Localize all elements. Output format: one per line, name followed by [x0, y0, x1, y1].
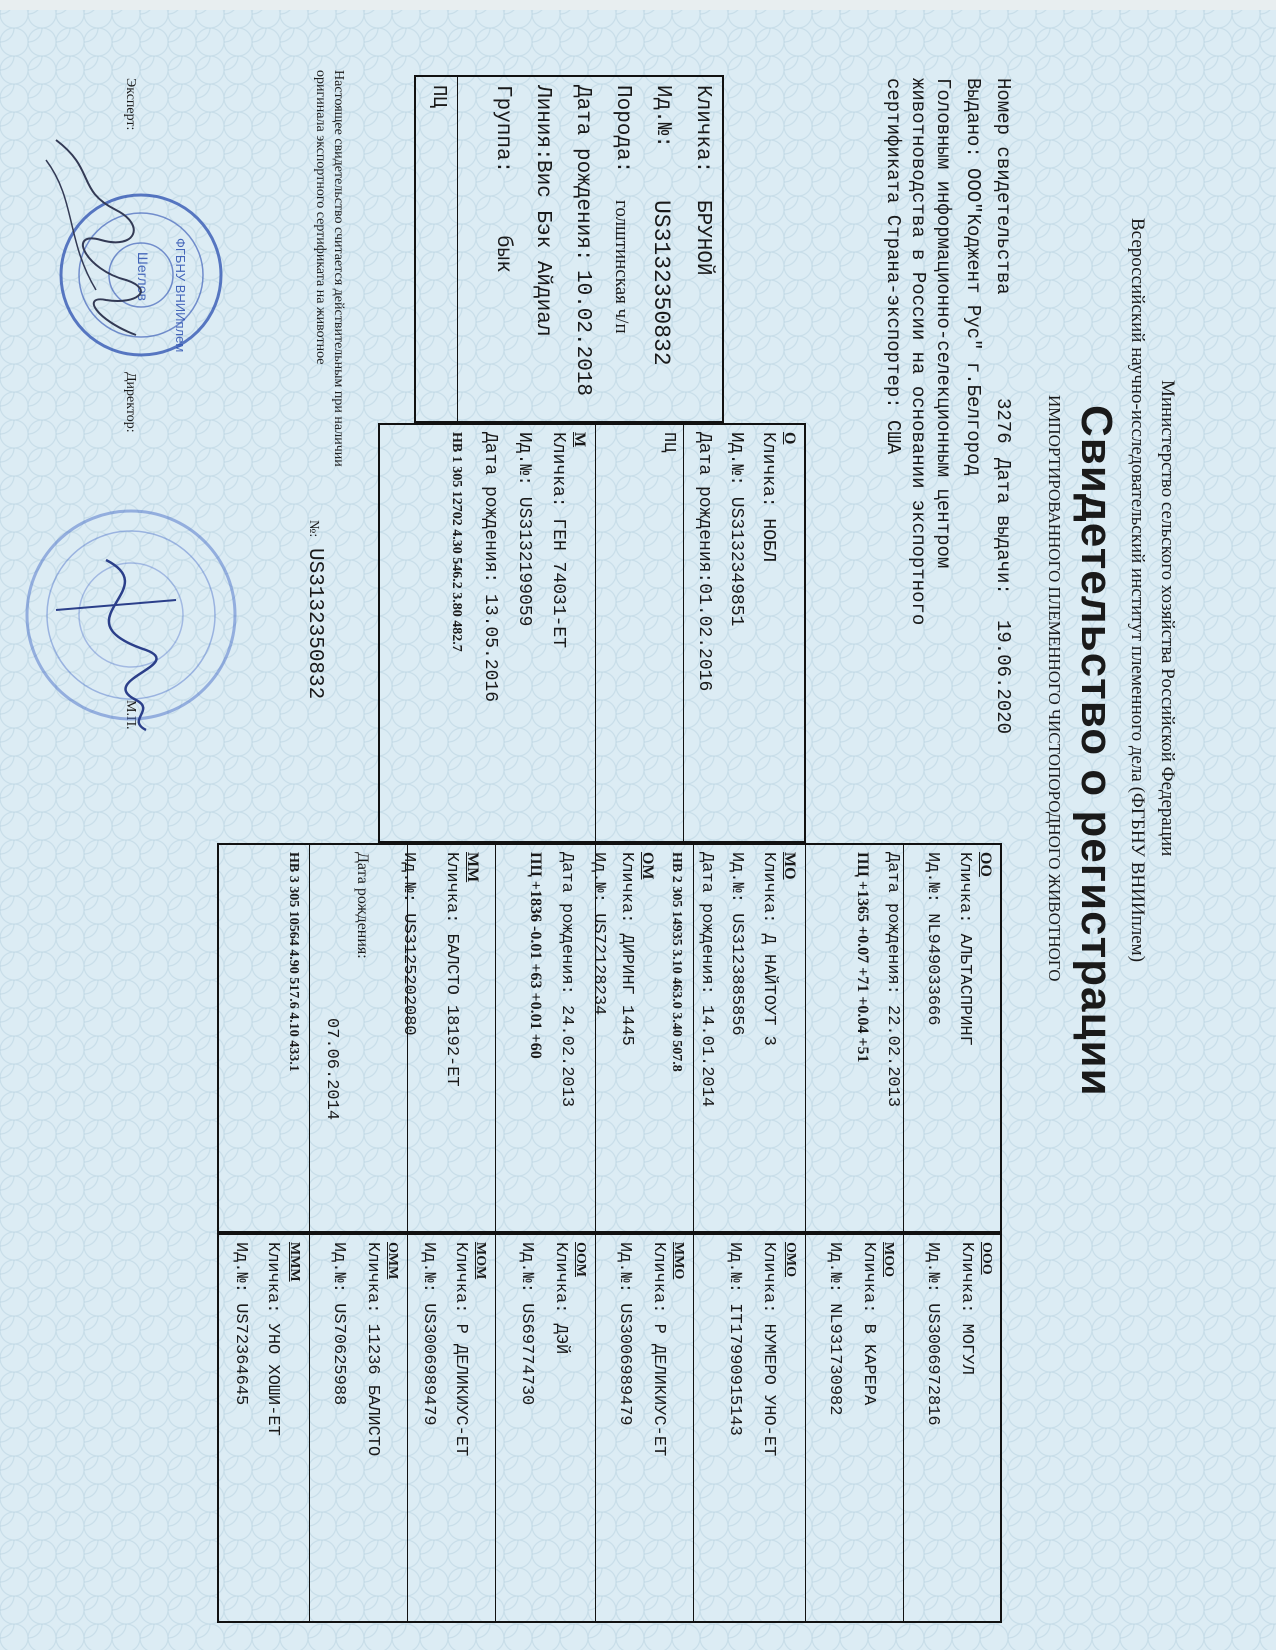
mmm-id: Ид.№: US72364645	[231, 1242, 250, 1406]
oo-pc: ПЦ +1365 +0.07 +71 +0.04 +51	[854, 852, 871, 1063]
father-pc: ПЦ	[659, 432, 678, 453]
omm-name: Кличка: 11236 БАЛИСТО	[363, 1242, 382, 1457]
validity-note-line-1: Настоящее свидетельство считается действительным при наличии	[331, 70, 346, 467]
mm-id: Ид.№: US3125202080	[399, 852, 418, 1036]
mother-code: М	[571, 432, 588, 448]
father-id: Ид.№: US3132349851	[726, 432, 746, 627]
oom-code: ООМ	[573, 1242, 588, 1277]
mother-hb: НВ 1 305 12702 4.30 546.2 3.80 482.7	[449, 432, 464, 652]
divider	[309, 1233, 310, 1623]
mm-name: Кличка: БАЛСТО 18192-ЕТ	[442, 852, 461, 1087]
page-subtitle: ИМПОРТИРОВАННОГО ПЛЕМЕННОГО ЧИСТОПОРОДНОГО ЖИВОТНОГО	[1045, 395, 1064, 982]
mm-code: ММ	[464, 852, 481, 883]
divider	[495, 843, 496, 1233]
mo-name: Кличка: Д НАЙТОУТ 3	[759, 852, 778, 1046]
om-name: Кличка: ДИРИНГ 1445	[617, 852, 636, 1046]
moo-name: Кличка: В КАРЕРА	[859, 1242, 878, 1406]
oo-birth: Дата рождения: 22.02.2013	[883, 852, 902, 1108]
moo-code: МОО	[881, 1242, 896, 1277]
father-code: О	[781, 432, 798, 445]
basis-line-2: животноводства в России на основании экспортного	[907, 78, 929, 626]
director-signature	[36, 540, 206, 740]
omm-code: ОММ	[385, 1242, 400, 1280]
mother-name: Кличка: ГЕН 74031-ЕТ	[548, 432, 568, 649]
animal-line: Вис Бэк Айдиал	[531, 160, 554, 337]
certificate-number-label: Номер свидетельства	[992, 78, 1014, 295]
divider	[805, 843, 806, 1233]
mo-id: Ид.№: US3123885856	[727, 852, 746, 1036]
divider	[693, 843, 694, 1233]
issue-date-label: Дата выдачи:	[992, 458, 1014, 595]
mm-hb: НВ 3 305 10564 4.90 517.6 4.10 433.1	[286, 852, 301, 1072]
validity-note-number: US3132350832	[303, 548, 326, 700]
divider	[495, 1233, 496, 1623]
oo-id: Ид.№: NL949033666	[923, 852, 942, 1026]
animal-group-label: Группа:	[491, 85, 514, 174]
om-id: Ид.№: US72128234	[589, 852, 608, 1016]
omo-name: Кличка: НУМЕРО УНО-ЕТ	[759, 1242, 778, 1457]
oo-name: Кличка: АЛЬТАСПРИНГ	[955, 852, 974, 1046]
divider	[683, 423, 684, 843]
om-birth: Дата рождения: 24.02.2013	[557, 852, 576, 1108]
divider	[309, 843, 310, 1233]
oo-code: ОО	[977, 852, 994, 877]
om-pc: ПЦ +1836 -0.01 +63 +0.01 +60	[527, 852, 544, 1059]
animal-breed: голштинская ч/п	[611, 200, 632, 334]
omm-id: Ид.№: US70625988	[329, 1242, 348, 1406]
mmm-code: МММ	[287, 1242, 302, 1282]
mom-code: МОМ	[473, 1242, 488, 1280]
divider	[407, 1233, 408, 1623]
mo-birth: Дата рождения: 14.01.2014	[697, 852, 716, 1108]
animal-birth-label: Дата рождения:	[571, 85, 594, 262]
expert-label: Эксперт:	[123, 78, 138, 131]
animal-pc: ПЦ	[428, 85, 450, 108]
stamp-1-text: ФГБНУ ВНИИплем	[173, 238, 188, 353]
certificate-number: 3276	[992, 398, 1014, 444]
mmo-code: ММО	[671, 1242, 686, 1280]
ooo-code: ООО	[979, 1242, 994, 1275]
mother-id: Ид.№: US3132199059	[514, 432, 534, 627]
expert-signature	[26, 130, 196, 353]
issued-label: Выдано:	[962, 78, 984, 158]
divider	[805, 1233, 806, 1623]
page-title: Свидетельство о регистрации	[1072, 405, 1121, 1097]
mmo-name: Кличка: Р ДЕЛИКИУС-ЕТ	[649, 1242, 668, 1457]
animal-id-label: Ид.№:	[651, 85, 674, 149]
animal-breed-label: Порода:	[611, 85, 634, 174]
omo-id: Ид.№: IT17990915143	[725, 1242, 744, 1436]
mom-id: Ид.№: US3006989479	[419, 1242, 438, 1426]
basis-line-1: Головным информационно-селекционным центром	[932, 78, 954, 569]
animal-name-label: Кличка:	[691, 85, 714, 174]
animal-line-label: Линия:	[531, 85, 554, 161]
divider	[693, 1233, 694, 1623]
mm-birth-value: 07.06.2014	[322, 1018, 341, 1121]
father-name: Кличка: НОБЛ	[758, 432, 778, 562]
issue-date: 19.06.2020	[992, 620, 1014, 735]
animal-birth: 10.02.2018	[571, 270, 594, 397]
mo-hb: НВ 2 305 14935 3.10 463.0 3.40 507.8	[669, 852, 684, 1072]
mp-label: М.П.	[123, 700, 138, 730]
validity-note-number-label: №:	[306, 520, 321, 538]
animal-id: US3132350832	[648, 200, 674, 366]
divider	[595, 1233, 596, 1623]
oom-name: Кличка: ДЭЙ	[551, 1242, 570, 1355]
divider	[457, 75, 458, 423]
animal-group: бык	[491, 235, 514, 273]
omo-code: ОМО	[783, 1242, 798, 1277]
oom-id: Ид.№: US69774730	[517, 1242, 536, 1406]
issued-to: ООО"Коджент Рус" г.Белгород	[962, 168, 984, 476]
divider	[595, 423, 596, 843]
animal-box	[414, 75, 724, 423]
om-code: ОМ	[639, 852, 656, 880]
mother-birth: Дата рождения: 13.05.2016	[480, 432, 500, 703]
father-birth: Дата рождения:01.02.2016	[694, 432, 714, 692]
mm-birth-label: Дата рождения:	[354, 852, 371, 959]
ooo-id: Ид.№: US3006972816	[923, 1242, 942, 1426]
basis-line-3: сертификата Страна-экспортер: США	[882, 78, 904, 455]
validity-note-line-2: оригинала экспортного сертификата на животное	[313, 70, 328, 365]
moo-id: Ид.№: NL931730982	[825, 1242, 844, 1416]
stamp-1-name: Шеглов	[135, 252, 151, 301]
divider	[903, 1233, 904, 1623]
mom-name: Кличка: Р ДЕЛИКИУС-ЕТ	[451, 1242, 470, 1457]
ministry-line: Министерство сельского хозяйства Российской Федерации	[1157, 380, 1178, 857]
animal-name: БРУНОЙ	[691, 200, 714, 276]
divider	[903, 843, 904, 1233]
institute-line: Всероссийский научно-исследовательский институт племенного дела (ФГБНУ ВНИИплем)	[1127, 218, 1148, 963]
mmo-id: Ид.№: US3006989479	[615, 1242, 634, 1426]
ooo-name: Кличка: МОГУЛ	[957, 1242, 976, 1375]
director-label: Директор:	[123, 372, 138, 433]
mmm-name: Кличка: УНО ХОШИ-ЕТ	[263, 1242, 282, 1436]
mo-code: МО	[781, 852, 798, 880]
